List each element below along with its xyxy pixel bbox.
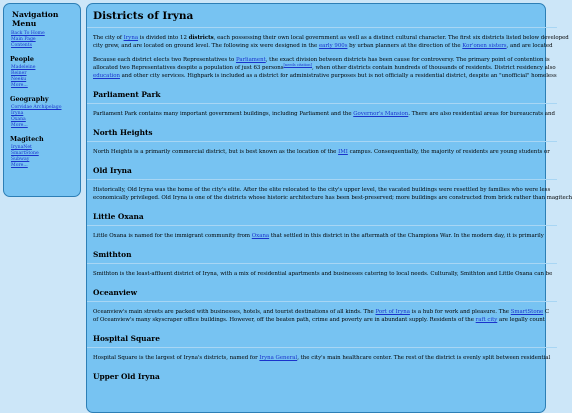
link-port-of-iryna[interactable]: Port of Iryna <box>375 309 410 315</box>
sidebar-item-oxana[interactable]: Oxana <box>11 117 26 122</box>
navigation-sidebar <box>3 3 81 197</box>
intro-paragraph-2: Because each district elects two Representatives to Parliament, the exact division between districts has been cause for controversy. The primary point of contention is allocated two Representatives despite a population of just 63 persons[needs citation], when other districts contain hundreds of thousands of residents. District residency also education and other city services. Highpark is included as a district for administrative purposes but is not officially a residential district, despite an "unofficial" homeless <box>93 57 557 79</box>
sidebar-item-more-geography[interactable]: More... <box>11 123 28 128</box>
link-iryna-general[interactable]: Iryna General <box>259 355 298 361</box>
sidebar-item-more-magitech[interactable]: More... <box>11 163 28 168</box>
section-heading-oceanview: Oceanview <box>93 288 137 297</box>
section-text: Hospital Square is the largest of Iryna's districts, named for Iryna General, the city's main healthcare center. The rest of the district is evenly split between residential <box>93 355 551 361</box>
divider <box>87 347 557 348</box>
sidebar-item-madeleine[interactable]: Madeleine <box>11 65 36 70</box>
section-heading-parliament-park: Parliament Park <box>93 90 161 99</box>
sidebar-item-neeku[interactable]: Neeku <box>11 77 27 82</box>
divider <box>87 103 557 104</box>
article-panel <box>86 3 572 413</box>
divider <box>87 27 557 28</box>
sidebar-item-corvidae-archipelago[interactable]: Corvidae Archipelago <box>11 105 62 110</box>
section-text: North Heights is a primarily commercial district, but is best known as the location of the IMI campus. Consequentially, the majority of residents are young students or <box>93 149 550 155</box>
link-imi[interactable]: IMI <box>338 149 348 155</box>
link-early-900s[interactable]: early 900s <box>318 43 348 49</box>
sidebar-item-iryna[interactable]: Iryna <box>11 111 24 116</box>
section-heading-north-heights: North Heights <box>93 128 153 137</box>
section-text: Oceanview's main streets are packed with businesses, hotels, and tourist destinations of all kinds. The Port of Iryna is a hub for work and pleasure. The SmartStone C of Oceanview's many skyscraper office buildings. However, off the beaten path, crime and poverty are in abundant supply. Residents of the raft city are legally count <box>93 309 550 323</box>
link-raft-city[interactable]: raft city <box>475 317 498 323</box>
section-heading-little-oxana: Little Oxana <box>93 212 144 221</box>
sidebar-item-more-people[interactable]: More... <box>11 83 28 88</box>
sidebar-nav-links <box>11 31 80 49</box>
divider <box>87 301 557 302</box>
sidebar-group-title: Magitech <box>10 135 44 143</box>
divider <box>87 141 557 142</box>
section-heading-old-iryna: Old Iryna <box>93 166 132 175</box>
section-heading-upper-old-iryna: Upper Old Iryna <box>93 372 160 381</box>
sidebar-group-title: People <box>10 55 34 63</box>
sidebar-link-main-page[interactable]: Main Page <box>11 37 36 42</box>
divider <box>87 263 557 264</box>
link-koronen-sisters[interactable]: Kor'onen sisters <box>462 43 507 49</box>
sidebar-title: Navigation Menu <box>12 10 59 28</box>
sidebar-item-subway[interactable]: Subway <box>11 157 30 162</box>
sidebar-item-irynanet[interactable]: IrynaNet <box>11 145 32 150</box>
link-parliament[interactable]: Parliament <box>235 57 266 63</box>
section-heading-smithton: Smithton <box>93 250 132 259</box>
sidebar-item-reiner[interactable]: Reiner <box>11 71 27 76</box>
page-title: Districts of Iryna <box>93 10 194 22</box>
sidebar-item-smartstone[interactable]: SmartStone <box>11 151 39 156</box>
intro-paragraph: The city of Iryna is divided into 12 districts, each possessing their own local government as well as a distinct cultural character. The first six districts listed below developed city grew, and are located on ground level. The following six were designed in the early 900s by urban planners at the direction of the Kor'onen sisters, and are located <box>93 35 569 49</box>
link-education[interactable]: education <box>93 73 120 79</box>
divider <box>87 179 557 180</box>
section-text: Parliament Park contains many important government buildings, including Parliament and the Governor's Mansion. There are also residential areas for bureaucrats and <box>93 111 555 117</box>
section-heading-hospital-square: Hospital Square <box>93 334 160 343</box>
link-governors-mansion[interactable]: Governor's Mansion <box>353 111 409 117</box>
link-smartstone[interactable]: SmartStone <box>510 309 544 315</box>
sidebar-link-contents[interactable]: Contents <box>11 43 32 48</box>
link-oxana[interactable]: Oxana <box>251 233 270 239</box>
sidebar-group-title: Geography <box>10 95 49 103</box>
section-text: Historically, Old Iryna was the home of the city's elite. After the elite relocated to the city's upper level, the vacated buildings were resettled by families who were less economically privileged. Old Iryna is one of the districts whose historic architecture has been best-preserved; more buildings are constructed from brick rather than magitech <box>93 187 572 201</box>
sidebar-link-back-home[interactable]: Back To Home <box>11 31 45 36</box>
link-iryna[interactable]: Iryna <box>123 35 139 41</box>
divider <box>87 225 557 226</box>
section-text: Smithton is the least-affluent district of Iryna, with a mix of residential apartments and businesses catering to local needs. Culturally, Smithton and Little Oxana can be <box>93 271 553 277</box>
section-text: Little Oxana is named for the immigrant community from Oxana that settled in this district in the aftermath of the Champions War. In the modern day, it is primarily <box>93 233 544 239</box>
link-needs-citation[interactable]: [needs citation] <box>283 63 313 68</box>
